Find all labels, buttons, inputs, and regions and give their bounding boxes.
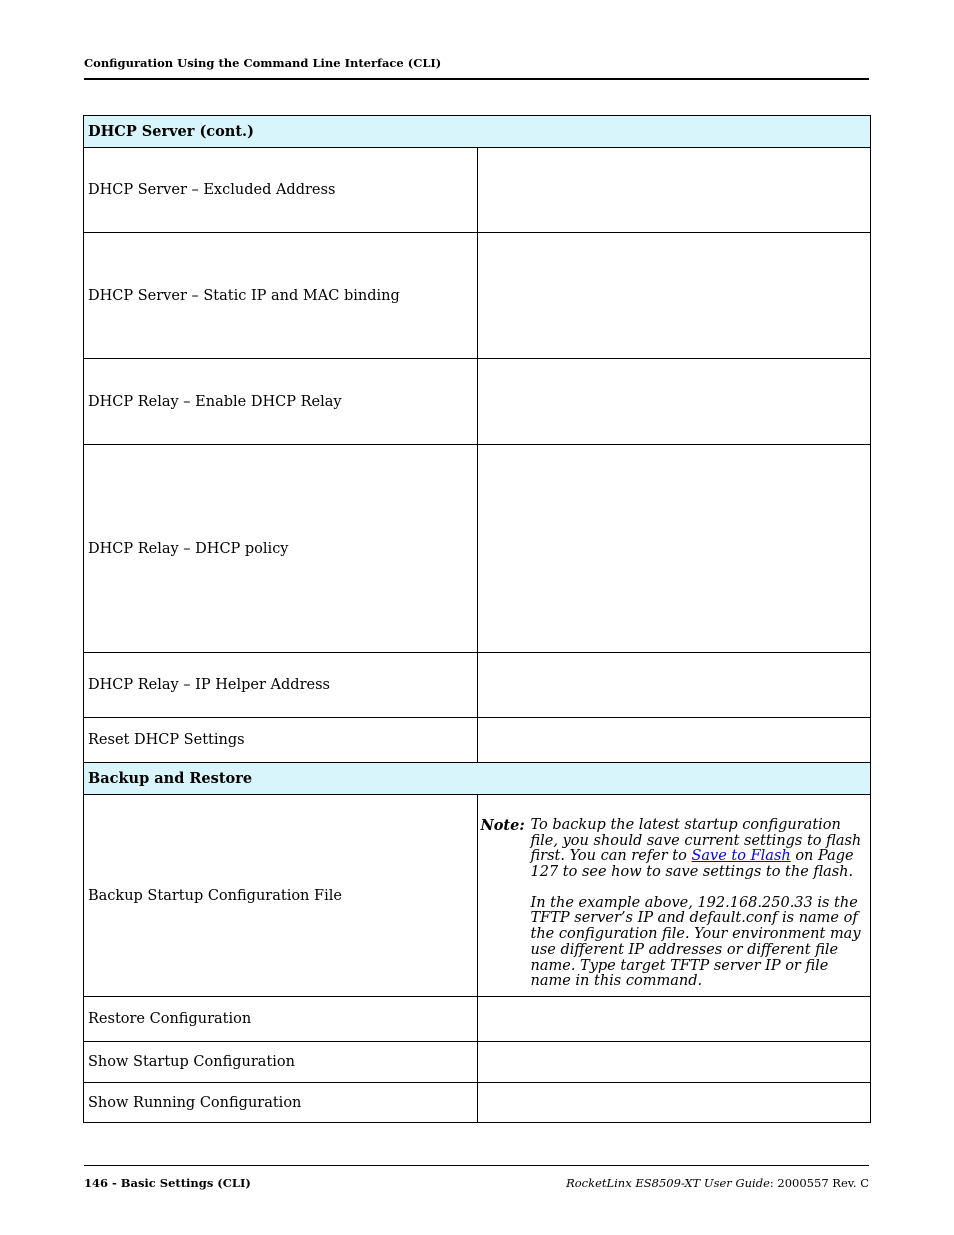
row-content (477, 997, 871, 1042)
note-label: Note: (480, 816, 525, 834)
note-body (531, 818, 863, 990)
section-header-dhcp-server (84, 116, 871, 148)
note-text: To backup the latest startup configuration file, you should save current settings to flash first. You can refer to (530, 816, 862, 865)
row-label: DHCP Server – Excluded Address (84, 148, 478, 233)
table-row (84, 359, 871, 445)
table-row (84, 1042, 871, 1083)
note-paragraph (531, 818, 863, 881)
row-content (477, 1042, 871, 1083)
note-text: on Page 127 to see how to save settings to the flash. (530, 848, 854, 881)
footer-guide-name: RocketLinx ES8509-XT User Guide (566, 1176, 770, 1190)
row-content (477, 653, 871, 718)
row-label: DHCP Relay – IP Helper Address (84, 653, 478, 718)
section-header-backup-restore (84, 763, 871, 795)
row-content (477, 148, 871, 233)
table-row (84, 718, 871, 763)
footer-doc-number: : 2000557 Rev. C (769, 1176, 869, 1190)
running-header: Configuration Using the Command Line Interface (CLI) (84, 56, 442, 70)
footer-doc-title (566, 1176, 869, 1190)
header-rule (84, 78, 869, 80)
section-title: DHCP Server (cont.) (84, 116, 871, 148)
row-label: Reset DHCP Settings (84, 718, 478, 763)
row-label: Show Startup Configuration (84, 1042, 478, 1083)
table-row (84, 795, 871, 997)
table-row (84, 445, 871, 653)
table-row (84, 653, 871, 718)
section-title: Backup and Restore (84, 763, 871, 795)
row-label: DHCP Relay – Enable DHCP Relay (84, 359, 478, 445)
table-row (84, 997, 871, 1042)
table-row (84, 148, 871, 233)
row-content (477, 795, 871, 997)
row-label: DHCP Relay – DHCP policy (84, 445, 478, 653)
command-table (83, 115, 871, 1123)
row-label: DHCP Server – Static IP and MAC binding (84, 233, 478, 359)
table-row (84, 233, 871, 359)
note-paragraph: In the example above, 192.168.250.33 is the TFTP server’s IP and default.conf is name of the configuration file. Your environment may use different IP addresses or different file name. Type target TFTP server IP or file name in this command. (530, 894, 861, 990)
row-content (477, 1083, 871, 1123)
row-label: Restore Configuration (84, 997, 478, 1042)
note-block (481, 818, 867, 996)
save-to-flash-link[interactable]: Save to Flash (691, 848, 791, 865)
table-row (84, 1083, 871, 1123)
row-label: Backup Startup Configuration File (84, 795, 478, 997)
row-content (477, 233, 871, 359)
row-content (477, 359, 871, 445)
row-content (477, 445, 871, 653)
row-content (477, 718, 871, 763)
footer-page-label: 146 - Basic Settings (CLI) (84, 1176, 251, 1190)
row-label: Show Running Configuration (84, 1083, 478, 1123)
footer-rule (84, 1165, 869, 1166)
